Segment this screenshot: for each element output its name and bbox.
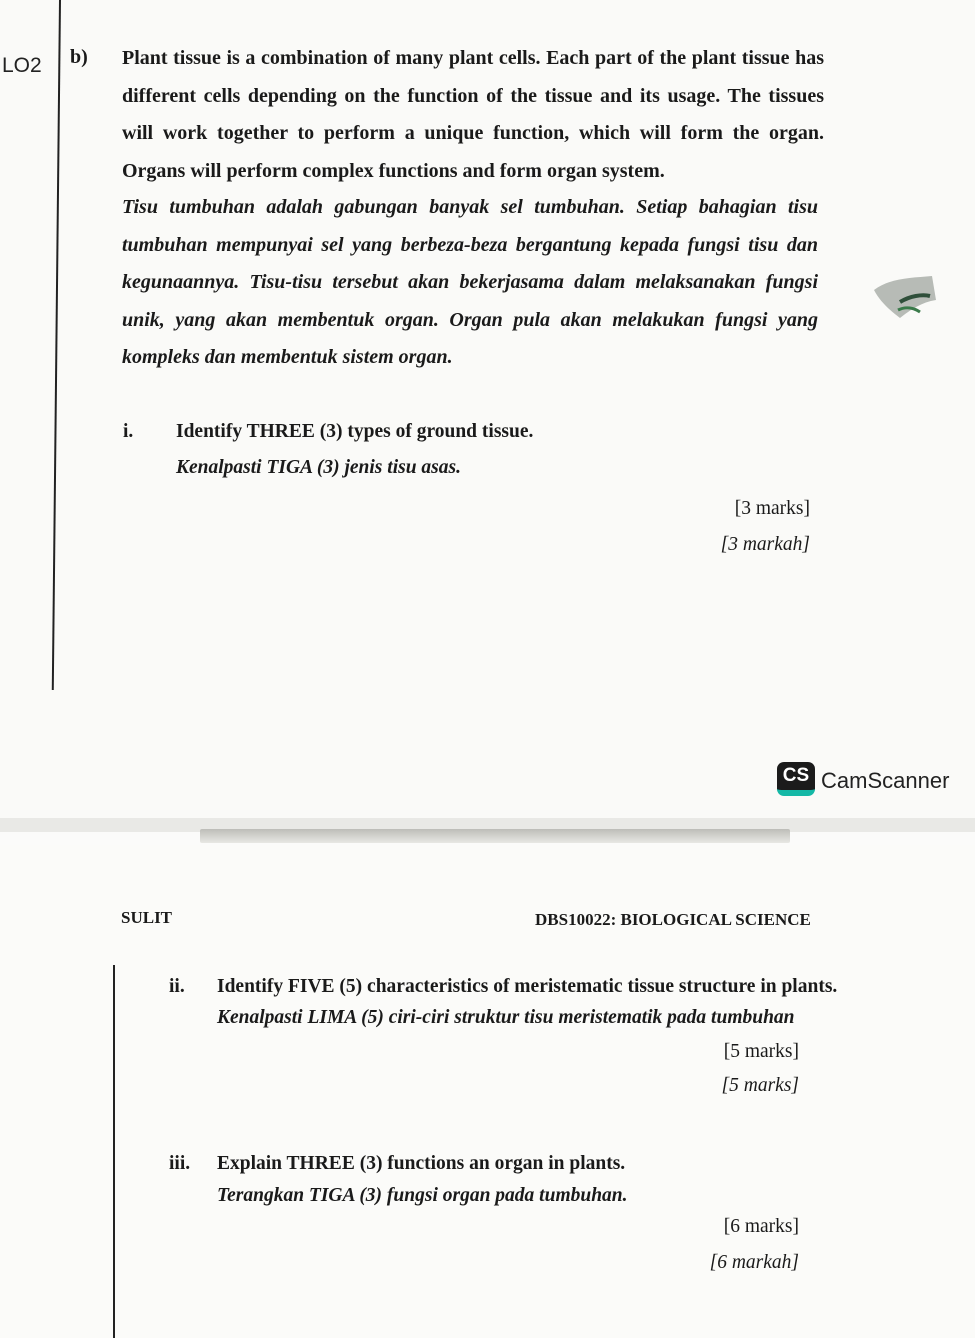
part-label: b) bbox=[70, 46, 88, 68]
question-text-en: Identify FIVE (5) characteristics of meristematic tissue structure in plants. bbox=[217, 976, 838, 997]
question-text-ms: Kenalpasti TIGA (3) jenis tisu asas. bbox=[176, 457, 461, 478]
camscanner-text: CamScanner bbox=[821, 768, 950, 793]
camscanner-logo: CS bbox=[777, 762, 815, 796]
question-number: iii. bbox=[169, 1153, 191, 1174]
intro-paragraph-ms: Tisu tumbuhan adalah gabungan banyak sel tumbuhan. Setiap bahagian tisu tumbuhan mempunyai sel yang berbeza-beza bergantung kepada fungsi tisu dan kegunaannya. Tisu-tisu tersebut akan bekerjasama dalam melaksanakan fungsi unik, yang akan membentuk organ. Organ pula akan melakukan fungsi yang kompleks dan membentuk sistem organ. bbox=[122, 196, 818, 368]
intro-paragraph-en: Plant tissue is a combination of many plant cells. Each part of the plant tissue has different cells depending on the function of the tissue and its usage. The tissues will work together to perform a unique function, which will form the organ. Organs will perform complex functions and form organ system. bbox=[122, 47, 824, 182]
margin-rule-2 bbox=[113, 965, 115, 1338]
question-text-en: Identify THREE (3) types of ground tissue. bbox=[176, 421, 534, 442]
learning-outcome-label: LO2 bbox=[2, 54, 42, 77]
scan-edge-shadow bbox=[200, 829, 790, 843]
marks-en: [5 marks] bbox=[723, 1041, 799, 1062]
marks-en: [3 marks] bbox=[734, 498, 810, 519]
clip-artifact-icon bbox=[870, 272, 940, 322]
marks-en: [6 marks] bbox=[723, 1216, 799, 1237]
question-number: i. bbox=[123, 421, 134, 442]
marks-ms: [6 markah] bbox=[709, 1252, 799, 1273]
header-course: DBS10022: BIOLOGICAL SCIENCE bbox=[535, 910, 811, 929]
question-number: ii. bbox=[169, 976, 185, 997]
header-sulit: SULIT bbox=[121, 908, 173, 927]
question-text-en: Explain THREE (3) functions an organ in plants. bbox=[217, 1153, 626, 1174]
marks-ms: [3 markah] bbox=[720, 534, 810, 555]
question-text-ms: Terangkan TIGA (3) fungsi organ pada tumbuhan. bbox=[217, 1185, 628, 1206]
marks-ms: [5 marks] bbox=[721, 1075, 799, 1096]
question-text-ms: Kenalpasti LIMA (5) ciri-ciri struktur tisu meristematik pada tumbuhan bbox=[217, 1007, 795, 1028]
